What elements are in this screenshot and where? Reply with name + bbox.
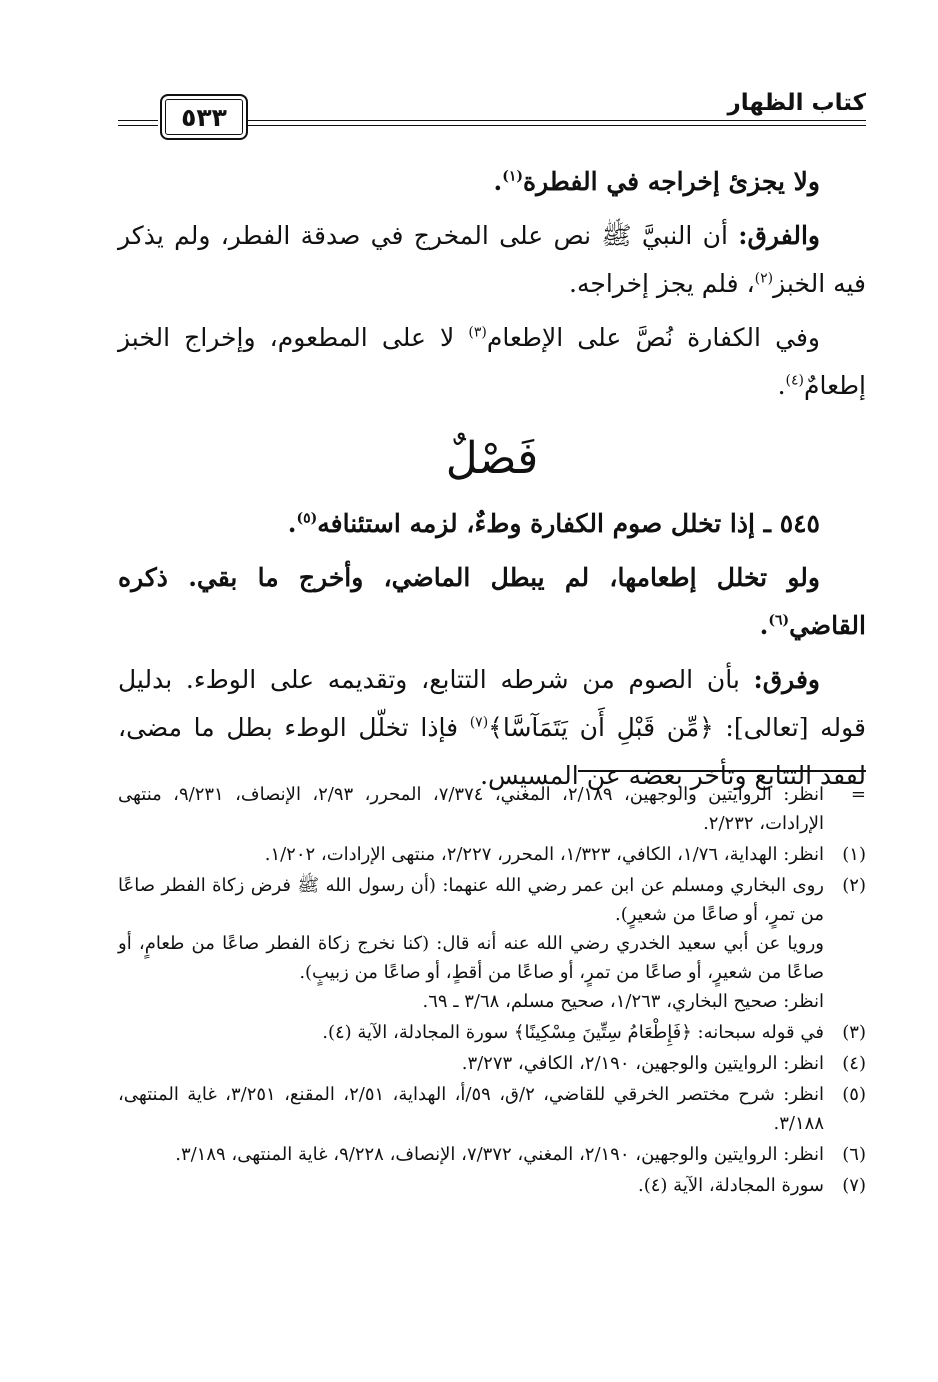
section-heading: فَصْلٌ (445, 433, 539, 484)
paragraph (118, 500, 866, 548)
text: لا على المطعوم، وإخراج الخبز إطعامٌ (118, 323, 866, 400)
term-label: وفرق: (753, 665, 820, 694)
footnote-text (118, 871, 824, 1016)
footnote-text: في قوله سبحانه: ﴿فَإِطْعَامُ سِتِّينَ مِسْكِينًا﴾ سورة المجادلة، الآية (٤). (322, 1022, 824, 1043)
footnote-text: انظر: الهداية، ١/٧٦، الكافي، ١/٣٢٣، المحرر، ٢/٢٢٧، منتهى الإرادات، ١/٢٠٢. (264, 844, 824, 865)
footnote-number: (١) (842, 844, 866, 865)
header-rule (118, 125, 158, 126)
footnote (118, 1171, 866, 1200)
footnote (118, 1049, 866, 1078)
main-text (118, 158, 866, 806)
paragraph (118, 656, 866, 800)
footnote-number: (٤) (842, 1053, 866, 1074)
footnote (118, 1080, 866, 1138)
footnote (118, 840, 866, 869)
text: . (759, 611, 769, 640)
footnote-text: انظر: الروايتين والوجهين، ٢/١٩٠، المغني، ٧/٣٧٢، الإنصاف، ٩/٢٢٨، غاية المنتهى، ٣/١٨٩. (175, 1144, 824, 1165)
header-rule (248, 125, 866, 126)
paragraph (118, 158, 866, 206)
footnote-ref[interactable]: (٣) (468, 324, 487, 341)
term-label: والفرق: (738, 221, 820, 250)
footnote-number: = (850, 784, 866, 805)
paragraph (118, 212, 866, 308)
footnote-number: (٢) (842, 875, 866, 896)
text: ولا يجزئ إخراجه في الفطرة (523, 167, 820, 196)
chapter-title: كتاب الظهار (727, 90, 866, 116)
footnote-number: (٧) (842, 1175, 866, 1196)
text: بأن الصوم من شرطه التتابع، وتقديمه على الوطء. بدليل قوله [تعالى]: ﴿مِّن قَبْلِ أَن يَتَمَآسَّا﴾ (118, 665, 867, 742)
text: وفي الكفارة نُصَّ على الإطعام (486, 323, 820, 352)
footnote-ref[interactable]: (٧) (469, 714, 489, 731)
page-number: ٥٣٣ (160, 94, 248, 140)
footnote-ref[interactable]: (٦) (768, 612, 790, 629)
text: ، فلم يجز إخراجه. (569, 269, 755, 298)
footnote-number: (٦) (842, 1144, 866, 1165)
footnote (118, 871, 866, 1016)
footnote-text: انظر: الروايتين والوجهين، ٢/١٨٩، المغني، ٧/٣٧٤، المحرر، ٢/٩٣، الإنصاف، ٩/٢٣١، منتهى الإرادات، ٢/٢٣٢. (118, 784, 824, 834)
text: . (493, 167, 503, 196)
paragraph (118, 314, 866, 410)
footnote-separator (578, 770, 866, 772)
footnote-text: سورة المجادلة، الآية (٤). (638, 1175, 824, 1196)
text: ٥٤٥ ـ إذا تخلل صوم الكفارة وطءٌ، لزمه استئنافه (317, 509, 820, 538)
text: ولو تخلل إطعامها، لم يبطل الماضي، وأخرج ما بقي. ذكره القاضي (118, 563, 866, 640)
footnote-ref[interactable]: (٢) (754, 270, 774, 287)
footnote-number: (٥) (842, 1084, 866, 1105)
footnote (118, 1140, 866, 1169)
text: أن النبيَّ ﷺ نص على المخرج في صدقة الفطر، ولم يذكر فيه الخبز (118, 221, 866, 298)
footnote-ref[interactable]: (١) (502, 168, 523, 185)
paragraph (118, 554, 866, 650)
footnote (118, 780, 866, 838)
footnote (118, 1018, 866, 1047)
footnote-line: روى البخاري ومسلم عن ابن عمر رضي الله عنهما: (أن رسول الله ﷺ فرض زكاة الفطر صاعًا من تمرٍ، أو صاعًا من شعيرٍ). (118, 875, 824, 925)
footnotes (118, 780, 866, 1202)
page-header (118, 82, 866, 142)
text: . (287, 509, 297, 538)
footnote-line: انظر: صحيح البخاري، ١/٢٦٣، صحيح مسلم، ٣/٦٨ ـ ٦٩. (422, 991, 824, 1012)
footnote-text: انظر: شرح مختصر الخرقي للقاضي، ٢/ق، ٥٩/أ، الهداية، ٢/٥١، المقنع، ٣/٢٥١، غاية المنتهى، ٣/١٨٨. (118, 1084, 825, 1134)
text: فإذا تخلّل الوطء بطل ما مضى، لفقد التتابع وتأخر بعضه عن المسيس. (118, 713, 866, 790)
text: . (777, 371, 786, 400)
footnote-number: (٣) (842, 1022, 866, 1043)
header-rule (118, 120, 158, 121)
footnote-line: ورويا عن أبي سعيد الخدري رضي الله عنه أنه قال: (كنا نخرج زكاة الفطر صاعًا من طعامٍ، أو صاعًا من شعيرٍ، أو صاعًا من تمرٍ، أو صاعًا من أقطٍ، أو صاعًا من زبيبٍ). (118, 933, 824, 983)
footnote-text: انظر: الروايتين والوجهين، ٢/١٩٠، الكافي، ٣/٢٧٣. (461, 1053, 824, 1074)
footnote-ref[interactable]: (٥) (296, 510, 318, 527)
footnote-ref[interactable]: (٤) (785, 372, 804, 389)
header-rule (248, 120, 866, 121)
